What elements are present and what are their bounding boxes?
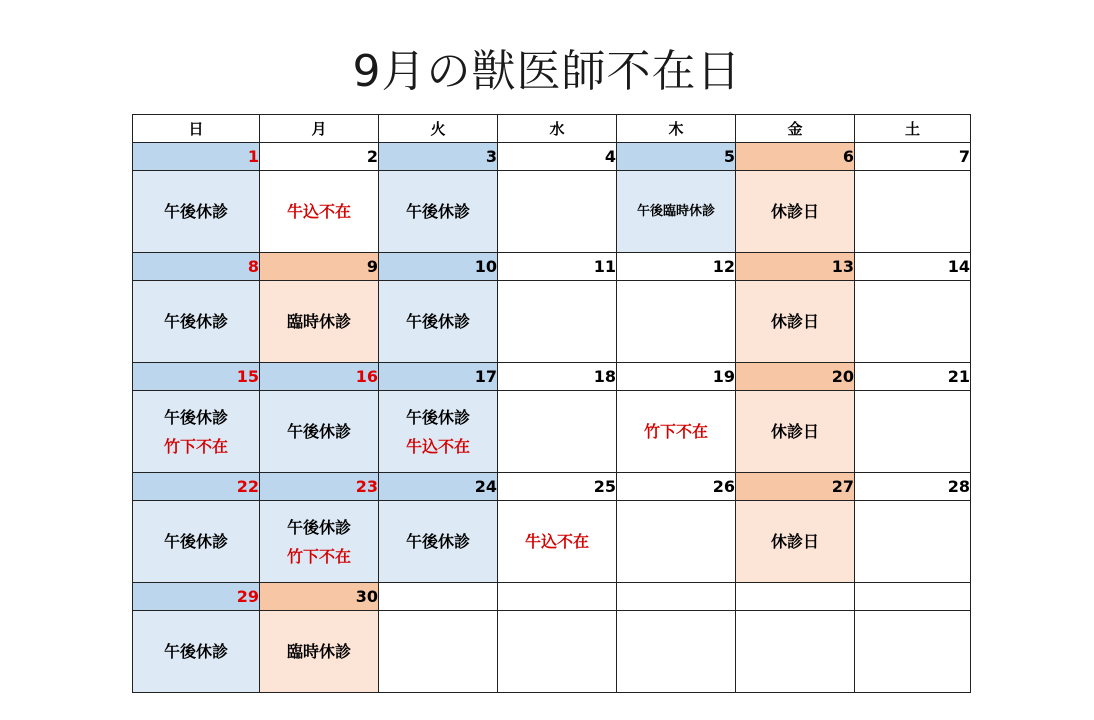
date-cell: 24 — [379, 473, 498, 501]
date-cell — [736, 583, 855, 611]
closure-note: 午後休診 — [405, 407, 470, 427]
closure-note: 休診日 — [770, 312, 819, 331]
date-cell: 11 — [498, 253, 617, 281]
vet-absence-note: 竹下不在 — [286, 546, 351, 566]
date-cell: 17 — [379, 363, 498, 391]
week-5-note-row — [133, 611, 971, 693]
closure-note: 午後休診 — [163, 407, 228, 427]
date-cell: 30 — [260, 583, 379, 611]
day-note-cell — [855, 171, 971, 253]
weekday-sat: 土 — [855, 115, 971, 143]
day-note-cell — [736, 501, 855, 583]
date-cell: 29 — [133, 583, 260, 611]
date-cell: 25 — [498, 473, 617, 501]
day-note-cell — [736, 171, 855, 253]
closure-note: 午後休診 — [286, 517, 351, 537]
date-cell: 7 — [855, 143, 971, 171]
date-cell: 23 — [260, 473, 379, 501]
day-note-cell — [498, 501, 617, 583]
date-cell: 10 — [379, 253, 498, 281]
day-note-cell — [855, 611, 971, 693]
week-3-note-row — [133, 391, 971, 473]
closure-note: 午後休診 — [163, 202, 228, 221]
closure-note: 休診日 — [770, 422, 819, 441]
day-note-cell — [855, 281, 971, 363]
day-note-cell — [498, 171, 617, 253]
weekday-sun: 日 — [133, 115, 260, 143]
vet-absence-note: 牛込不在 — [405, 436, 470, 456]
weekday-thu: 木 — [617, 115, 736, 143]
vet-absence-note: 牛込不在 — [286, 202, 351, 221]
date-cell: 27 — [736, 473, 855, 501]
week-1-date-row — [133, 143, 971, 171]
date-cell: 8 — [133, 253, 260, 281]
weekday-header-row — [133, 115, 971, 143]
week-5-date-row — [133, 583, 971, 611]
date-cell: 15 — [133, 363, 260, 391]
weekday-fri: 金 — [736, 115, 855, 143]
day-note-cell — [855, 391, 971, 473]
day-note-cell — [617, 501, 736, 583]
day-note-cell — [133, 171, 260, 253]
day-note-cell — [736, 281, 855, 363]
week-2-date-row — [133, 253, 971, 281]
week-4-note-row — [133, 501, 971, 583]
date-cell: 5 — [617, 143, 736, 171]
date-cell: 4 — [498, 143, 617, 171]
page-title: 9月の獣医師不在日 — [352, 46, 742, 97]
date-cell: 18 — [498, 363, 617, 391]
date-cell — [379, 583, 498, 611]
week-3-date-row — [133, 363, 971, 391]
date-cell: 20 — [736, 363, 855, 391]
vet-absence-note: 牛込不在 — [524, 532, 589, 551]
closure-note: 午後休診 — [163, 312, 228, 331]
closure-note: 午後臨時休診 — [636, 204, 715, 219]
date-cell: 12 — [617, 253, 736, 281]
day-note-cell — [855, 501, 971, 583]
day-note-cell — [379, 171, 498, 253]
closure-note: 午後休診 — [405, 312, 470, 331]
date-cell: 3 — [379, 143, 498, 171]
date-cell: 13 — [736, 253, 855, 281]
date-cell: 2 — [260, 143, 379, 171]
vet-absence-note: 竹下不在 — [643, 422, 708, 441]
day-note-cell — [260, 501, 379, 583]
day-note-cell — [260, 611, 379, 693]
day-note-cell — [379, 391, 498, 473]
day-note-cell — [617, 611, 736, 693]
weekday-mon: 月 — [260, 115, 379, 143]
date-cell — [617, 583, 736, 611]
date-cell: 26 — [617, 473, 736, 501]
day-note-cell — [498, 281, 617, 363]
closure-note: 午後休診 — [163, 642, 228, 661]
date-cell: 16 — [260, 363, 379, 391]
day-note-cell — [260, 281, 379, 363]
date-cell: 21 — [855, 363, 971, 391]
day-note-cell — [260, 171, 379, 253]
day-note-cell — [617, 281, 736, 363]
closure-note: 休診日 — [770, 202, 819, 221]
closure-note: 午後休診 — [405, 202, 470, 221]
date-cell — [855, 583, 971, 611]
day-note-cell — [379, 611, 498, 693]
vet-absence-note: 竹下不在 — [163, 436, 228, 456]
date-cell: 19 — [617, 363, 736, 391]
date-cell: 28 — [855, 473, 971, 501]
date-cell: 9 — [260, 253, 379, 281]
date-cell: 1 — [133, 143, 260, 171]
closure-note: 午後休診 — [163, 532, 228, 551]
day-note-cell — [260, 391, 379, 473]
date-cell: 14 — [855, 253, 971, 281]
day-note-cell — [133, 501, 260, 583]
weekday-wed: 水 — [498, 115, 617, 143]
date-cell: 22 — [133, 473, 260, 501]
day-note-cell — [617, 171, 736, 253]
date-cell: 6 — [736, 143, 855, 171]
day-note-cell — [379, 501, 498, 583]
day-note-cell — [133, 611, 260, 693]
day-note-cell — [736, 391, 855, 473]
day-note-cell — [133, 391, 260, 473]
week-1-note-row — [133, 171, 971, 253]
day-note-cell — [498, 391, 617, 473]
closure-note: 臨時休診 — [286, 642, 351, 661]
day-note-cell — [133, 281, 260, 363]
week-4-date-row — [133, 473, 971, 501]
closure-note: 午後休診 — [405, 532, 470, 551]
closure-note: 午後休診 — [286, 422, 351, 441]
week-2-note-row — [133, 281, 971, 363]
day-note-cell — [617, 391, 736, 473]
day-note-cell — [498, 611, 617, 693]
weekday-tue: 火 — [379, 115, 498, 143]
closure-note: 休診日 — [770, 532, 819, 551]
date-cell — [498, 583, 617, 611]
day-note-cell — [379, 281, 498, 363]
day-note-cell — [736, 611, 855, 693]
closure-note: 臨時休診 — [286, 312, 351, 331]
calendar-table — [132, 114, 971, 693]
